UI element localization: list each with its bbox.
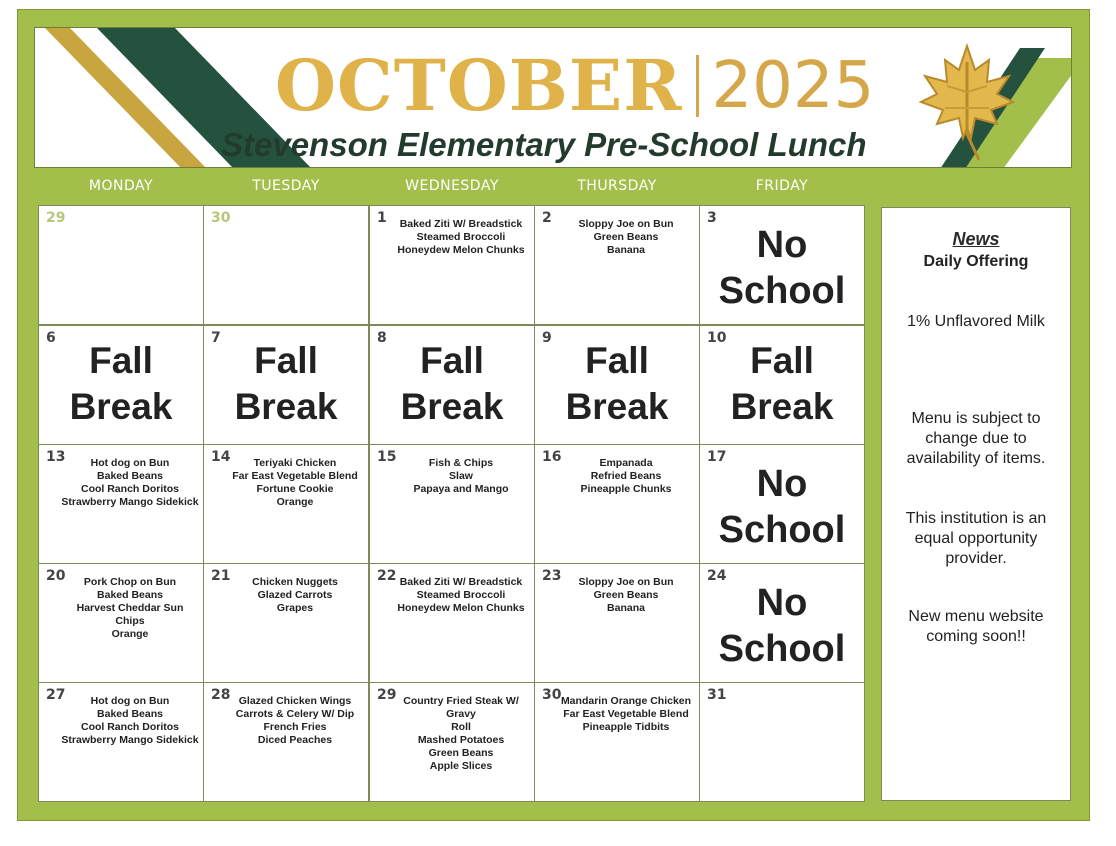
no-school-label <box>700 222 864 314</box>
menu-item: Refried Beans <box>590 470 662 482</box>
news-panel <box>881 207 1071 801</box>
closure-text: Fall <box>254 340 318 381</box>
day-cell <box>38 444 204 564</box>
menu-item: French Fries <box>263 721 327 733</box>
day-number: 16 <box>542 449 562 465</box>
day-number: 29 <box>46 210 66 226</box>
title-divider <box>696 55 699 117</box>
day-cell <box>203 444 369 564</box>
fall-break-label <box>700 338 864 430</box>
day-number: 15 <box>377 449 397 465</box>
closure-text: Break <box>69 386 173 427</box>
closure-text: School <box>718 509 846 551</box>
day-cell <box>369 444 535 564</box>
menu-item: Steamed Broccoli <box>416 589 506 601</box>
no-school-label <box>700 580 864 672</box>
day-cell <box>38 325 204 445</box>
closure-text: Break <box>730 386 834 427</box>
day-cell <box>369 682 535 802</box>
menu-item: Glazed Carrots <box>257 589 333 601</box>
year-label: 2025 <box>711 49 875 123</box>
day-number: 2 <box>542 210 552 226</box>
menu-items <box>370 218 534 257</box>
day-number: 3 <box>707 210 717 226</box>
menu-item: Honeydew Melon Chunks <box>397 602 525 614</box>
menu-items <box>204 576 368 615</box>
menu-item: Hot dog on Bun <box>90 457 170 469</box>
day-cell <box>38 205 204 325</box>
menu-item: Cool Ranch Doritos <box>80 721 179 733</box>
closure-text: No <box>756 463 808 505</box>
school-subtitle: Stevenson Elementary Pre-School Lunch <box>221 126 867 163</box>
day-number: 9 <box>542 330 552 346</box>
menu-item: Sloppy Joe on Bun <box>578 218 674 230</box>
closure-text: Fall <box>89 340 153 381</box>
menu-item: Chicken Nuggets <box>252 576 338 588</box>
menu-item: Mashed Potatoes <box>417 734 505 746</box>
weekday-thursday: THURSDAY <box>577 178 657 194</box>
menu-items <box>204 695 368 747</box>
menu-items <box>370 457 534 496</box>
day-cell <box>369 205 535 325</box>
day-cell <box>699 444 865 564</box>
closure-text: Break <box>234 386 338 427</box>
day-number: 30 <box>211 210 231 226</box>
menu-item: Strawberry Mango Sidekick <box>61 734 199 746</box>
day-number: 13 <box>46 449 66 465</box>
menu-item: Roll <box>451 721 471 733</box>
day-cell <box>203 563 369 683</box>
calendar-grid <box>38 205 865 801</box>
day-cell <box>699 325 865 445</box>
menu-item: Cool Ranch Doritos <box>80 483 179 495</box>
daily-offering-heading: Daily Offering <box>923 253 1029 270</box>
menu-items <box>535 457 699 496</box>
closure-text: School <box>718 628 846 670</box>
menu-item: Carrots & Celery W/ Dip <box>235 708 355 720</box>
menu-item: Grapes <box>276 602 314 614</box>
weekday-tuesday: TUESDAY <box>252 178 320 194</box>
menu-items <box>535 218 699 257</box>
menu-item: Strawberry Mango Sidekick <box>61 496 199 508</box>
closure-text: School <box>718 270 846 312</box>
day-cell <box>699 563 865 683</box>
day-number: 31 <box>707 687 727 703</box>
menu-item: Baked Beans <box>97 589 163 601</box>
day-number: 23 <box>542 568 562 584</box>
fall-break-label <box>370 338 534 430</box>
menu-item: Papaya and Mango <box>413 483 509 495</box>
menu-item: Harvest Cheddar Sun Chips <box>76 602 184 627</box>
day-number: 17 <box>707 449 727 465</box>
day-number: 1 <box>377 210 387 226</box>
menu-item: Green Beans <box>593 589 659 601</box>
menu-item: Baked Ziti W/ Breadstick <box>399 218 523 230</box>
menu-item: Sloppy Joe on Bun <box>578 576 674 588</box>
day-cell <box>534 682 700 802</box>
day-cell <box>534 205 700 325</box>
menu-item: Far East Vegetable Blend <box>232 470 358 482</box>
day-number: 22 <box>377 568 397 584</box>
day-cell <box>203 325 369 445</box>
day-number: 29 <box>377 687 397 703</box>
day-number: 27 <box>46 687 66 703</box>
menu-item: Apple Slices <box>429 760 493 772</box>
menu-item: Pork Chop on Bun <box>83 576 177 588</box>
day-cell <box>534 325 700 445</box>
day-number: 20 <box>46 568 66 584</box>
day-cell <box>369 325 535 445</box>
day-cell <box>38 682 204 802</box>
month-label: OCTOBER <box>275 44 683 127</box>
menu-item: Hot dog on Bun <box>90 695 170 707</box>
day-cell <box>699 205 865 325</box>
day-number: 7 <box>211 330 221 346</box>
closure-text: Fall <box>750 340 814 381</box>
menu-item: Empanada <box>599 457 653 469</box>
day-number: 6 <box>46 330 56 346</box>
closure-text: Fall <box>420 340 484 381</box>
weekday-wednesday: WEDNESDAY <box>405 178 499 194</box>
day-cell <box>38 563 204 683</box>
no-school-label <box>700 461 864 553</box>
day-cell <box>203 682 369 802</box>
fall-break-label <box>39 338 203 430</box>
menu-items <box>535 576 699 615</box>
menu-item: Pineapple Chunks <box>580 483 672 495</box>
menu-item: Orange <box>276 496 314 508</box>
menu-item: Banana <box>607 602 645 614</box>
menu-item: Baked Beans <box>97 470 163 482</box>
maple-leaf-icon <box>917 42 1017 167</box>
menu-item: Pineapple Tidbits <box>582 721 670 733</box>
fall-break-label <box>535 338 699 430</box>
menu-items <box>535 695 699 734</box>
weekday-friday: FRIDAY <box>755 178 809 194</box>
menu-item: Green Beans <box>428 747 494 759</box>
menu-item: Glazed Chicken Wings <box>238 695 352 707</box>
news-title: News <box>952 229 1000 249</box>
menu-item: Slaw <box>449 470 473 482</box>
menu-item: Baked Beans <box>97 708 163 720</box>
day-cell <box>534 444 700 564</box>
menu-items <box>39 576 203 641</box>
closure-text: Break <box>400 386 504 427</box>
day-cell <box>534 563 700 683</box>
calendar-title <box>275 44 875 127</box>
menu-item: Banana <box>607 244 645 256</box>
weekday-header-row <box>38 178 865 198</box>
day-number: 14 <box>211 449 231 465</box>
menu-item: Diced Peaches <box>257 734 333 746</box>
menu-item: Honeydew Melon Chunks <box>397 244 525 256</box>
menu-item: Baked Ziti W/ Breadstick <box>399 576 523 588</box>
weekday-monday: MONDAY <box>88 178 154 194</box>
day-cell <box>203 205 369 325</box>
day-number: 8 <box>377 330 387 346</box>
day-cell <box>699 682 865 802</box>
menu-item: Mandarin Orange Chicken <box>560 695 692 707</box>
menu-items <box>39 457 203 509</box>
menu-items <box>204 457 368 509</box>
menu-item: Orange <box>111 628 149 640</box>
closure-text: Break <box>565 386 669 427</box>
menu-item: Teriyaki Chicken <box>253 457 337 469</box>
day-number: 28 <box>211 687 231 703</box>
website-notice: New menu website coming soon!! <box>908 608 1044 645</box>
menu-items <box>370 695 534 773</box>
menu-item: Steamed Broccoli <box>416 231 506 243</box>
menu-item: Fortune Cookie <box>256 483 334 495</box>
closure-text: No <box>756 582 808 624</box>
day-number: 24 <box>707 568 727 584</box>
closure-text: Fall <box>585 340 649 381</box>
equal-opportunity-notice: This institution is an equal opportunity provider. <box>905 510 1047 567</box>
menu-item: Country Fried Steak W/ Gravy <box>403 695 519 720</box>
calendar-header <box>34 27 1072 168</box>
day-number: 30 <box>542 687 562 703</box>
fall-break-label <box>204 338 368 430</box>
menu-items <box>39 695 203 747</box>
menu-item: Far East Vegetable Blend <box>563 708 689 720</box>
menu-item: Green Beans <box>593 231 659 243</box>
milk-text: 1% Unflavored Milk <box>907 313 1045 330</box>
day-number: 10 <box>707 330 727 346</box>
menu-item: Fish & Chips <box>428 457 494 469</box>
menu-items <box>370 576 534 615</box>
menu-change-notice: Menu is subject to change due to availability of items. <box>906 410 1046 467</box>
day-number: 21 <box>211 568 231 584</box>
day-cell <box>369 563 535 683</box>
closure-text: No <box>756 224 808 266</box>
